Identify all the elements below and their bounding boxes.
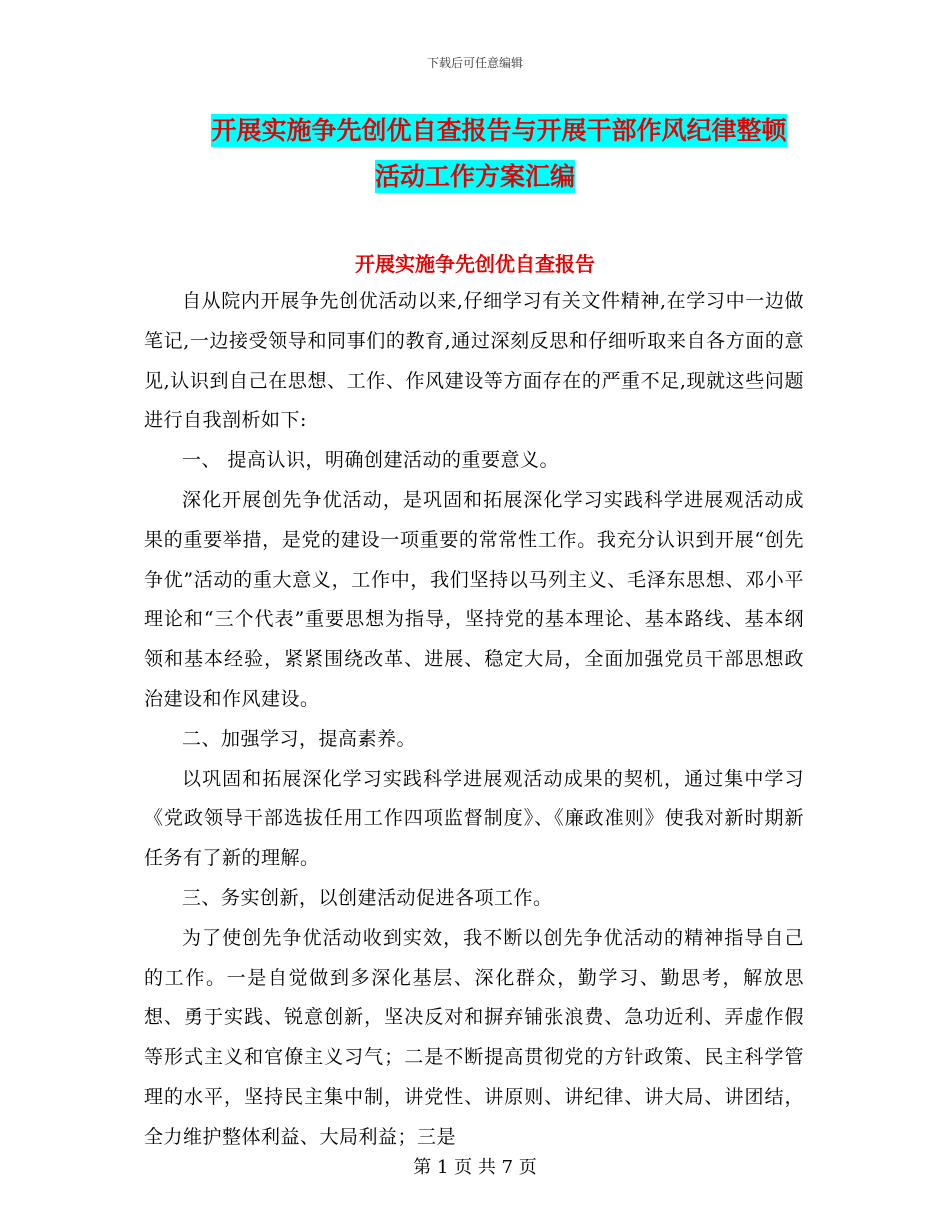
paragraph: 以巩固和拓展深化学习实践科学进展观活动成果的契机，通过集中学习《党政领导干部选拔任用工作四项监督制度》、《廉政准则》使我对新时期新任务有了新的理解。 — [144, 767, 804, 870]
page-footer: 第 1 页 共 7 页 — [413, 1157, 537, 1178]
paragraph: 三、务实创新，以创建活动促进各项工作。 — [182, 886, 553, 909]
main-title — [0, 108, 950, 200]
main-title-line1: 开展实施争先创优自查报告与开展干部作风纪律整顿 — [211, 116, 787, 145]
paragraph: 二、加强学习，提高素养。 — [182, 727, 417, 750]
paragraph: 深化开展创先争优活动，是巩固和拓展深化学习实践科学进展观活动成果的重要举措，是党的建设一项重要的常常性工作。我充分认识到开展“创先争优”活动的重大意义，工作中，我们坚持以马列主义、毛泽东思想、邓小平理论和“三个代表”重要思想为指导，坚持党的基本理论、基本路线、基本纲领和基本经验，紧紧围绕改革、进展、稳定大局，全面加强党员干部思想政治建设和作风建设。 — [144, 488, 804, 710]
header-note: 下载后可任意编辑 — [426, 56, 523, 70]
paragraph: 自从院内开展争先创优活动以来,仔细学习有关文件精神,在学习中一边做笔记,一边接受领导和同事们的教育,通过深刻反思和仔细听取来自各方面的意见,认识到自己在思想、工作、作风建设等方面存在的严重不足,现就这些问题进行自我剖析如下: — [144, 290, 804, 432]
main-title-line2: 活动工作方案汇编 — [374, 162, 575, 191]
paragraph: 一、 提高认识，明确创建活动的重要意义。 — [182, 449, 560, 472]
paragraph: 为了使创先争优活动收到实效，我不断以创先争优活动的精神指导自己的工作。一是自觉做到多深化基层、深化群众，勤学习、勤思考，解放思想、勇于实践、锐意创新，坚决反对和摒弃铺张浪费、急功近利、弄虚作假等形式主义和官僚主义习气；二是不断提高贯彻党的方针政策、民主科学管理的水平，坚持民主集中制，讲党性、讲原则、讲纪律、讲大局、讲团结，全力维护整体利益、大局利益；三是 — [144, 926, 804, 1148]
section-title: 开展实施争先创优自查报告 — [355, 252, 595, 276]
body-text — [144, 282, 804, 1158]
